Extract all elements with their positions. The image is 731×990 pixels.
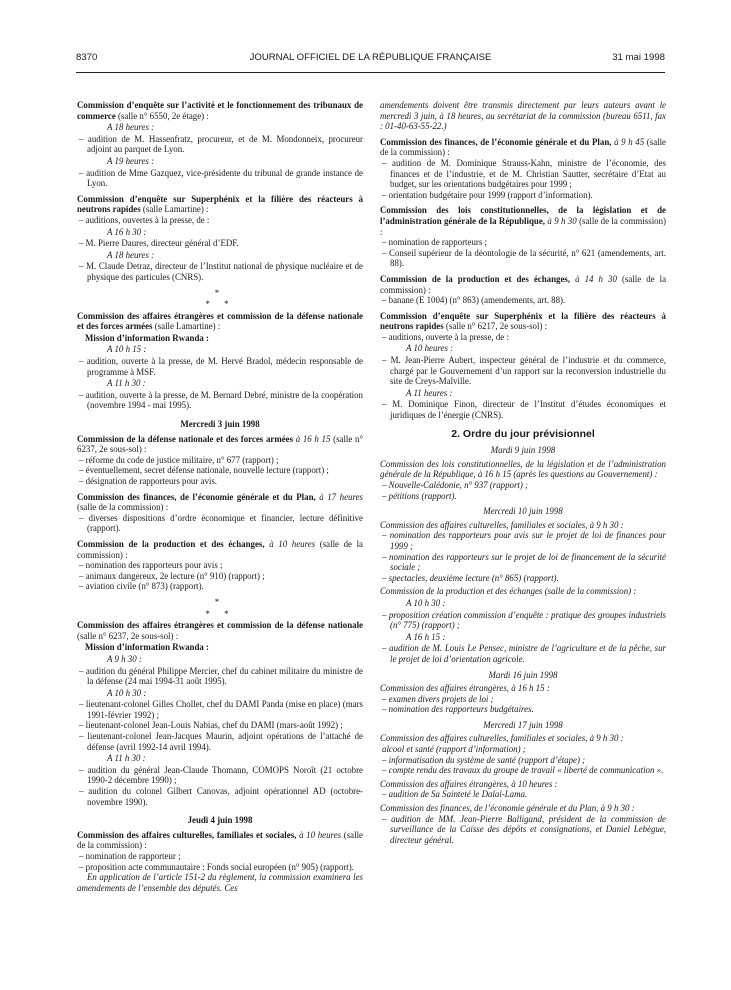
agenda-item: – nomination des rapporteurs sur le projet de loi de financement de la sécurité sociale ; (382, 551, 666, 573)
agenda-item: – M. Dominique Finon, directeur de l’Institut d’études économiques et juridiques de l’énergie (CNRS). (382, 399, 666, 421)
commission-block (77, 311, 363, 411)
commission-block (77, 830, 363, 894)
time-slot: A 10 h 30 : (107, 687, 147, 698)
room-info: (salle Lamartine) : (154, 321, 221, 332)
room-info: (salle de la commission) : (380, 136, 667, 158)
meeting-time: à 9 h 30 (547, 215, 577, 226)
agenda-item: – M. Pierre Daures, directeur général d’EDF. (79, 238, 239, 249)
time-slot: A 11 h 30 : (107, 753, 146, 764)
commission-title: Commission des affaires culturelles, familiales et sociales, (77, 829, 297, 840)
room-info: (salle de la commission) : (380, 273, 667, 295)
commission-title: Commission des affaires étrangères et commission de la défense nationale et des forces armées (77, 310, 363, 332)
time-slot: A 18 heures : (107, 249, 155, 260)
note-text: En application de l’article 151-2 du règlement, la commission examinera les amendements de l’ensemble des députés. Ces (77, 872, 363, 893)
mission-title: Mission d’information Rwanda : (85, 642, 210, 653)
room-info: (salle n° 6237, 2e sous-sol) : (77, 630, 179, 641)
time-slot: A 9 h 30 : (107, 653, 142, 664)
time-slot: A 16 h 30 : (107, 226, 147, 237)
time-slot: A 11 h 30 : (107, 378, 146, 389)
commission-line: Commission des finances, de l’économie générale et du Plan, à 9 h 30 : (380, 803, 635, 814)
time-slot: A 11 heures : (406, 387, 453, 398)
room-info: (salle n° 6550, 2e étage) : (117, 110, 209, 121)
separator-stars: * * (205, 299, 235, 310)
separator-star: * (214, 596, 226, 607)
agenda-item: – diverses dispositions d’ordre économique et financier, lecture définitive (rapport). (79, 512, 363, 534)
agenda-item: – audition de M. Louis Le Pensec, ministre de l’agriculture et de la pêche, sur le projet de loi d’orientation agricole. (382, 643, 666, 664)
commission-line: Commission des affaires étrangères, à 10 heures : (380, 778, 558, 789)
agenda-item: – audition de Sa Sainteté le Dalaï-Lama. (382, 789, 528, 800)
separator-star: * (214, 287, 226, 298)
commission-title: Commission des lois constitutionnelles, de la législation et de l’administration générale de la République, (380, 205, 666, 226)
agenda-item: – lieutenant-colonel Gilles Chollet, chef du DAMI Panda (mise en place) (mars 1991-février 1992) ; (79, 699, 363, 720)
day-heading: Mercredi 17 juin 1998 (483, 719, 563, 730)
commission-line: Commission des lois constitutionnelles, de la législation et de l’administration générale de la République, à 16 h 15 (après les questions au Gouvernement) : (380, 458, 666, 480)
agenda-item: – nomination des rapporteurs pour avis ; (79, 560, 223, 571)
meeting-time: à 17 heures (319, 491, 363, 502)
commission-line: Commission des affaires étrangères, à 16 h 15 : (380, 683, 550, 694)
agenda-item: – réforme du code de justice militaire, n° 677 (rapport) ; (79, 454, 279, 465)
time-slot: A 19 heures : (107, 155, 155, 166)
separator-stars: * * (205, 608, 235, 619)
commission-block (380, 100, 666, 132)
commission-title: Commission d’enquête sur l’activité et le fonctionnement des tribunaux de commerce (77, 100, 363, 121)
agenda-item: – Conseil supérieur de la déontologie de la sécurité, n° 621 (amendements, art. 88). (382, 247, 666, 269)
agenda-item: – compte rendu des travaux du groupe de travail « liberté de communication ». (382, 765, 664, 776)
agenda-item: – animaux dangereux, 2e lecture (n° 910) (rapport) ; (79, 570, 265, 581)
day-heading: Mardi 16 juin 1998 (488, 669, 558, 680)
page-header (76, 52, 665, 68)
agenda-item: – auditions, ouvertes à la presse, de : (79, 214, 210, 225)
room-info: (salle de la commission) : (380, 215, 667, 237)
agenda-item: – audition, ouverte à la presse, de M. Hervé Bradol, médecin responsable de programme à MSF. (79, 356, 363, 377)
mission-title: Mission d’information Rwanda : (85, 332, 210, 343)
day-heading: Mardi 9 juin 1998 (490, 445, 556, 456)
agenda-item: – M. Claude Detraz, directeur de l’Institut national de physique nucléaire et de physique des particules (CNRS). (79, 261, 363, 282)
left-column (77, 100, 363, 898)
agenda-item: – audition du général Philippe Mercier, chef du cabinet militaire du ministre de la défense (24 mai 1994-31 août 1995). (79, 665, 363, 687)
commission-block (77, 194, 363, 283)
room-info: (salle de la commission) : (77, 538, 363, 560)
agenda-item: – pétitions (rapport). (382, 490, 457, 501)
room-info: (salle n° 6237, 2e sous-sol) : (77, 433, 364, 455)
agenda-item: – audition de M. Hassenfratz, procureur, et de M. Mondonneix, procureur adjoint au parquet de Lyon. (79, 133, 363, 155)
room-info: (salle n° 6217, 2e sous-sol) : (445, 321, 548, 332)
agenda-item: – orientation budgétaire pour 1999 (rapport d’information). (382, 189, 593, 200)
agenda-item: – M. Jean-Pierre Aubert, inspecteur général de l’industrie et du commerce, chargé par le Gouvernement d’un rapport sur la reconversion industrielle du site de Creys-Malville. (382, 355, 666, 387)
agenda-item: – banane (E 1004) (n° 863) (amendements, art. 88). (382, 295, 566, 306)
page-number: 8370 (76, 52, 98, 63)
meeting-time: à 16 h 15 (295, 433, 331, 444)
commission-title: Commission de la production et des échanges, (77, 538, 265, 549)
agenda-item: – nomination de rapporteur ; (79, 851, 181, 861)
commission-title: Commission des affaires étrangères et commission de la défense nationale (77, 620, 363, 631)
day-heading: Jeudi 4 juin 1998 (187, 815, 253, 826)
time-slot: A 10 heures : (406, 343, 454, 354)
commission-block (77, 620, 363, 807)
commission-block (380, 205, 666, 269)
agenda-item: – audition du général Jean-Claude Thomann, COMOPS Noroît (21 octobre 1990-2 décembre 1990) ; (79, 764, 363, 786)
agenda-item: – Nouvelle-Calédonie, n° 937 (rapport) ; (382, 480, 529, 490)
commission-block (380, 311, 666, 421)
commission-block (77, 539, 363, 592)
agenda-item: – audition de Mme Gazquez, vice-présidente du tribunal de grande instance de Lyon. (79, 167, 363, 189)
agenda-item: – examen divers projets de loi ; (382, 693, 494, 704)
right-column (380, 100, 666, 845)
agenda-item: – nomination des rapporteurs pour avis sur le projet de loi de finances pour 1999 ; (382, 530, 666, 551)
day-heading: Mercredi 10 juin 1998 (483, 506, 563, 517)
agenda-item: – proposition acte communautaire : Fonds social européen (n° 905) (rapport). (79, 861, 354, 872)
agenda-item: – lieutenant-colonel Jean-Jacques Maurin, adjoint opérations de l’attaché de défense (avril 1992-14 avril 1994). (79, 731, 363, 752)
meeting-time: à 10 heures (299, 829, 342, 840)
meeting-time: à 14 h 30 (575, 273, 617, 284)
commission-line: Commission des affaires culturelles, familiales et sociales, à 9 h 30 : (380, 733, 624, 744)
room-info: (salle de la commission) : (77, 502, 169, 513)
room-info: (salle Lamartine) : (142, 204, 209, 215)
agenda-item: – nomination des rapporteurs budgétaires. (382, 704, 534, 715)
commission-title: Commission d’enquête sur Superphénix et la filière des réacteurs à neutrons rapides (77, 193, 363, 215)
day-heading: Mercredi 3 juin 1998 (180, 419, 260, 430)
agenda-item: – désignation de rapporteurs pour avis. (79, 476, 218, 486)
commission-title: Commission des finances, de l’économie générale et du Plan, (77, 491, 316, 502)
agenda-item: – lieutenant-colonel Jean-Louis Nabias, chef du DAMI (mars-août 1992) ; (79, 720, 343, 731)
header-rule (76, 72, 665, 73)
issue-date: 31 mai 1998 (612, 52, 665, 63)
agenda-item: – audition, ouverte à la presse, de M. Bernard Debré, ministre de la coopération (novembre 1994 - mai 1995). (79, 389, 363, 411)
commission-title: Commission des finances, de l’économie générale et du Plan, (380, 136, 612, 147)
meeting-time: à 10 heures (269, 538, 316, 549)
time-slot: A 10 h 30 : (406, 597, 446, 608)
agenda-item: – audition de M. Dominique Strauss-Kahn, ministre de l’économie, des finances et de l’industrie, et de M. Christian Sautter, secrétaire d’Etat au budget, sur les orientations budgétaires pour 1999 ; (382, 157, 666, 190)
agenda-item: – aviation civile (n° 873) (rapport). (79, 581, 204, 592)
commission-block (77, 100, 363, 189)
commission-title: Commission d’enquête sur Superphénix et la filière des réacteurs à neutrons rapides (380, 310, 666, 332)
commission-block (380, 274, 666, 306)
time-slot: A 18 heures : (107, 122, 155, 133)
agenda-item: – auditions, ouverte à la presse, de : (382, 331, 509, 342)
agenda-item: – éventuellement, secret défense nationale, nouvelle lecture (rapport) ; (79, 465, 329, 476)
commission-block (77, 492, 363, 534)
commission-line: Commission de la production et des échanges (salle de la commission) : (380, 586, 637, 597)
agenda-item: – audition du colonel Gilbert Canovas, adjoint opérationnel AD (octobre-novembre 1990). (79, 786, 363, 807)
commission-title: Commission de la production et des échanges, (380, 273, 571, 284)
commission-title: Commission de la défense nationale et des forces armées (77, 433, 294, 444)
note-text: amendements doivent être transmis directement par leurs auteurs avant le mercredi 3 juin, à 18 heures, au secrétariat de la commission (bureau 6511, fax : 01-40-63-55-22.) (380, 100, 666, 132)
agenda-item: – informatisation du système de santé (rapport d’étape) ; (382, 754, 586, 765)
commission-block (77, 434, 363, 487)
time-slot: A 10 h 15 : (107, 344, 147, 355)
meeting-time: à 9 h 45 (614, 136, 645, 147)
agenda-item: – audition de MM. Jean-Pierre Balligand, président de la commission de surveillance de la Caisse des dépôts et consignations, et Daniel Lebègue, directeur général. (382, 813, 666, 845)
commission-block (380, 137, 666, 201)
room-info: (salle de la commission) : (77, 829, 363, 851)
commission-line: Commission des affaires culturelles, familiales et sociales, à 9 h 30 : (380, 519, 624, 530)
agenda-item: – nomination de rapporteurs ; (382, 237, 487, 248)
journal-title: JOURNAL OFFICIEL DE LA RÉPUBLIQUE FRANÇAISE (249, 52, 492, 63)
section-heading: 2. Ordre du jour prévisionnel (451, 427, 595, 440)
time-slot: A 16 h 15 : (406, 631, 446, 642)
agenda-item: – proposition création commission d’enquête : pratique des groupes industriels (n° 775) (rapport) ; (382, 609, 666, 631)
agenda-item: alcool et santé (rapport d’information) ; (382, 744, 526, 755)
agenda-item: – spectacles, deuxième lecture (n° 865) (rapport). (382, 572, 559, 583)
